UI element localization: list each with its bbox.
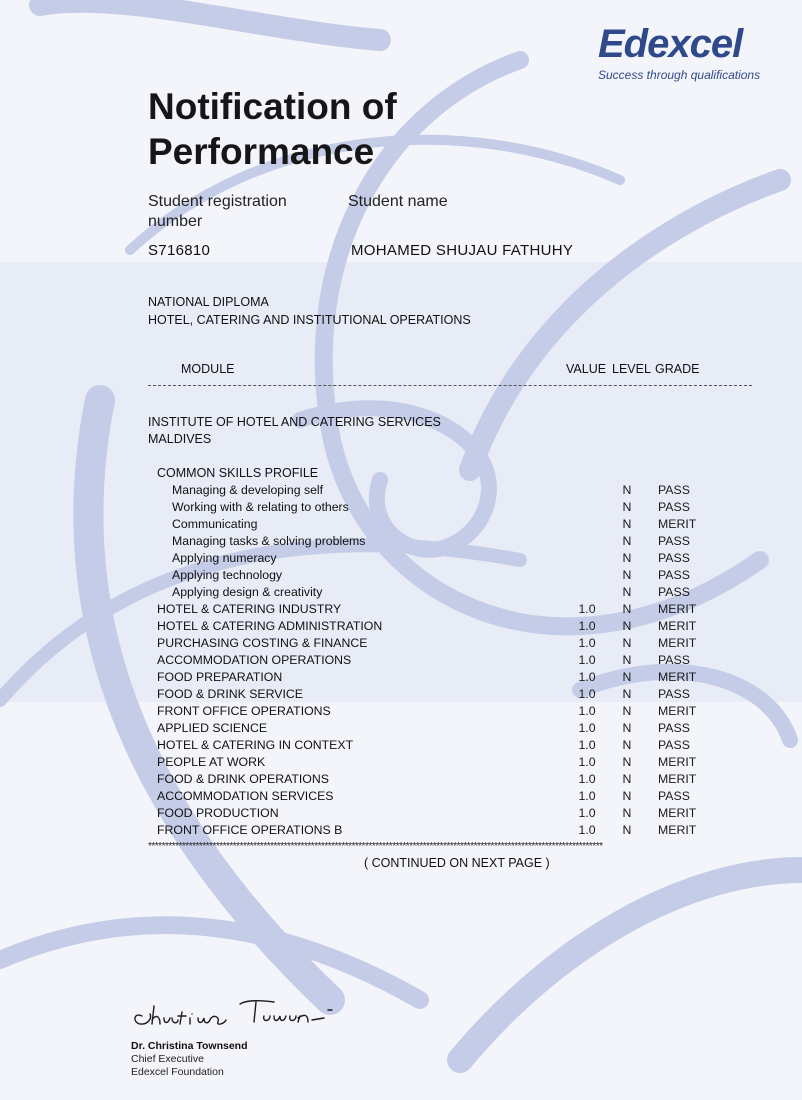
module-value: 1.0: [578, 636, 596, 650]
module-level: N: [622, 602, 632, 616]
module-value: 1.0: [578, 755, 596, 769]
table-row: [0, 568, 802, 585]
table-row: [0, 806, 802, 823]
module-value: 1.0: [578, 823, 596, 837]
module-level: N: [622, 483, 632, 497]
module-grade: MERIT: [658, 517, 697, 531]
module-name: APPLIED SCIENCE: [157, 721, 268, 735]
module-grade: PASS: [658, 551, 690, 565]
section-title: COMMON SKILLS PROFILE: [157, 466, 319, 480]
column-header-value: VALUE: [566, 362, 607, 376]
table-row: [0, 789, 802, 806]
module-name: Applying design & creativity: [172, 585, 323, 599]
module-level: N: [622, 500, 632, 514]
module-value: 1.0: [578, 653, 596, 667]
table-row: [0, 772, 802, 789]
student-name-value: MOHAMED SHUJAU FATHUHY: [351, 242, 574, 259]
module-grade: PASS: [658, 483, 690, 497]
continued-note: ( CONTINUED ON NEXT PAGE ): [364, 856, 550, 870]
module-grade: PASS: [658, 500, 690, 514]
qualification-line-1: NATIONAL DIPLOMA: [148, 295, 269, 309]
module-name: HOTEL & CATERING IN CONTEXT: [157, 738, 354, 752]
module-level: N: [622, 789, 632, 803]
module-grade: MERIT: [658, 755, 697, 769]
table-row: [0, 483, 802, 500]
module-level: N: [622, 551, 632, 565]
module-name: Working with & relating to others: [172, 500, 349, 514]
table-row: [0, 738, 802, 755]
table-row: [0, 585, 802, 602]
module-value: 1.0: [578, 670, 596, 684]
page-title: Notification of Performance: [148, 86, 397, 172]
table-row: [0, 602, 802, 619]
module-name: ACCOMMODATION SERVICES: [157, 789, 334, 803]
signatory-title: Chief Executive: [131, 1053, 204, 1065]
module-name: HOTEL & CATERING INDUSTRY: [157, 602, 342, 616]
module-name: Managing tasks & solving problems: [172, 534, 366, 548]
module-grade: MERIT: [658, 823, 697, 837]
module-level: N: [622, 772, 632, 786]
module-grade: PASS: [658, 585, 690, 599]
brand-tagline: Success through qualifications: [598, 68, 761, 82]
module-grade: MERIT: [658, 806, 697, 820]
module-level: N: [622, 670, 632, 684]
table-row: [0, 534, 802, 551]
module-grade: PASS: [658, 568, 690, 582]
module-grade: PASS: [658, 738, 690, 752]
module-name: FOOD PREPARATION: [157, 670, 283, 684]
table-row: [0, 653, 802, 670]
module-name: Applying technology: [172, 568, 283, 582]
reg-number-label: Student registration number: [148, 193, 287, 230]
module-grade: PASS: [658, 789, 690, 803]
module-level: N: [622, 636, 632, 650]
module-level: N: [622, 755, 632, 769]
module-level: N: [622, 823, 632, 837]
module-name: FOOD & DRINK OPERATIONS: [157, 772, 329, 786]
qualification-line-2: HOTEL, CATERING AND INSTITUTIONAL OPERATIONS: [148, 313, 471, 327]
table-row: [0, 551, 802, 568]
module-value: 1.0: [578, 704, 596, 718]
table-row: [0, 517, 802, 534]
module-name: ACCOMMODATION OPERATIONS: [157, 653, 352, 667]
asterisk-divider: **************************************************************************************************************************************: [148, 841, 603, 852]
table-row: [0, 823, 802, 840]
column-header-level: LEVEL: [612, 362, 651, 376]
module-name: PURCHASING COSTING & FINANCE: [157, 636, 368, 650]
signatory-organisation: Edexcel Foundation: [131, 1066, 224, 1078]
module-grade: PASS: [658, 721, 690, 735]
table-row: [0, 670, 802, 687]
centre-location: MALDIVES: [148, 432, 212, 446]
module-level: N: [622, 721, 632, 735]
module-name: PEOPLE AT WORK: [157, 755, 266, 769]
table-row: [0, 636, 802, 653]
module-level: N: [622, 619, 632, 633]
column-header-grade: GRADE: [655, 362, 700, 376]
module-level: N: [622, 534, 632, 548]
header-divider: [148, 385, 752, 386]
module-grade: MERIT: [658, 704, 697, 718]
module-value: 1.0: [578, 602, 596, 616]
module-level: N: [622, 585, 632, 599]
module-name: HOTEL & CATERING ADMINISTRATION: [157, 619, 383, 633]
module-level: N: [622, 687, 632, 701]
module-name: Applying numeracy: [172, 551, 277, 565]
module-level: N: [622, 806, 632, 820]
centre-name: INSTITUTE OF HOTEL AND CATERING SERVICES: [148, 415, 441, 429]
table-row: [0, 500, 802, 517]
module-grade: PASS: [658, 687, 690, 701]
module-grade: PASS: [658, 534, 690, 548]
table-row: [0, 687, 802, 704]
module-name: FOOD PRODUCTION: [157, 806, 279, 820]
module-value: 1.0: [578, 772, 596, 786]
module-level: N: [622, 738, 632, 752]
module-name: FOOD & DRINK SERVICE: [157, 687, 303, 701]
table-row: [0, 704, 802, 721]
module-value: 1.0: [578, 619, 596, 633]
module-name: FRONT OFFICE OPERATIONS: [157, 704, 331, 718]
table-row: [0, 755, 802, 772]
module-value: 1.0: [578, 789, 596, 803]
table-row: [0, 721, 802, 738]
table-row: [0, 619, 802, 636]
column-header-module: MODULE: [181, 362, 235, 376]
module-level: N: [622, 568, 632, 582]
module-grade: PASS: [658, 653, 690, 667]
module-value: 1.0: [578, 806, 596, 820]
signatory-name: Dr. Christina Townsend: [131, 1040, 248, 1052]
student-name-label: Student name: [348, 193, 448, 210]
module-grade: MERIT: [658, 602, 697, 616]
module-level: N: [622, 704, 632, 718]
module-name: Managing & developing self: [172, 483, 324, 497]
module-grade: MERIT: [658, 619, 697, 633]
module-name: FRONT OFFICE OPERATIONS B: [157, 823, 343, 837]
module-grade: MERIT: [658, 772, 697, 786]
module-name: Communicating: [172, 517, 258, 531]
module-grade: MERIT: [658, 636, 697, 650]
brand-logo: Edexcel: [598, 22, 743, 66]
module-grade: MERIT: [658, 670, 697, 684]
module-value: 1.0: [578, 687, 596, 701]
module-value: 1.0: [578, 738, 596, 752]
module-level: N: [622, 653, 632, 667]
signature: [128, 990, 358, 1036]
reg-number-value: S716810: [148, 242, 211, 259]
module-value: 1.0: [578, 721, 596, 735]
module-level: N: [622, 517, 632, 531]
